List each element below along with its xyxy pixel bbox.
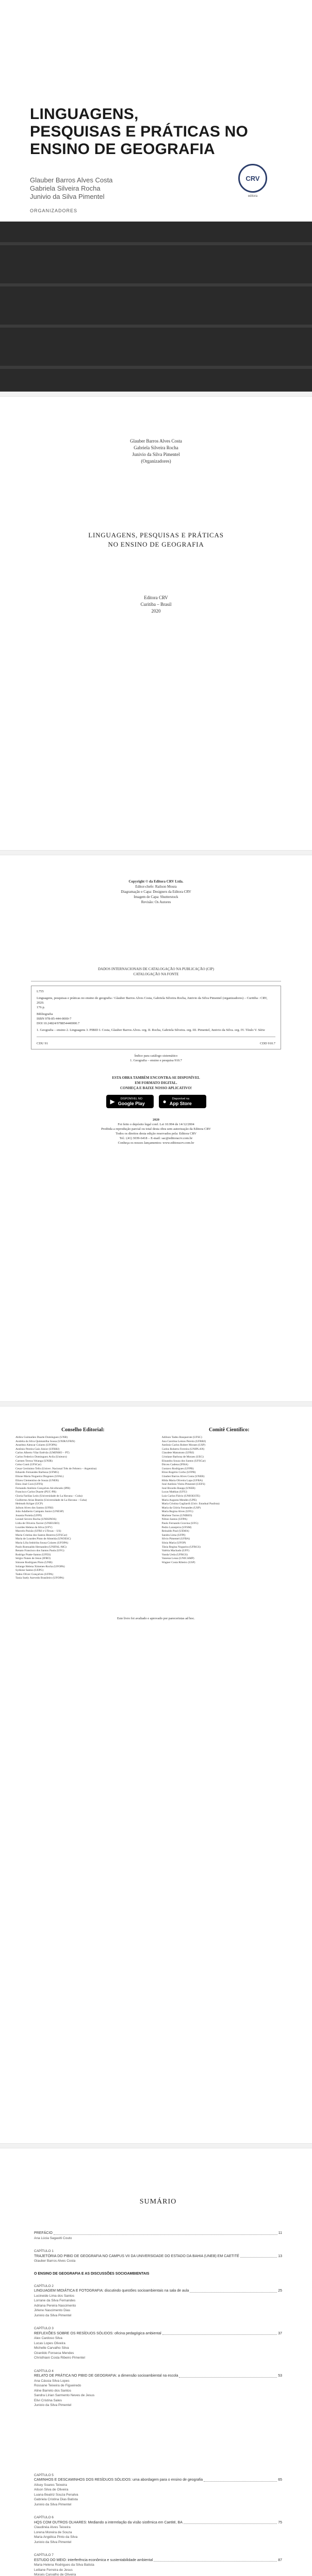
chapter-author: Ana Cássia Silva Lopes <box>34 2379 70 2383</box>
council-member: Celso Conti (UFSCar) <box>15 1463 42 1467</box>
chapter-author: Ozanildo Fonseca Mendes <box>34 2351 74 2355</box>
council-member: José Ricardo Raupp (UNEB) <box>161 1486 195 1490</box>
council-member: Rodrigo Pratte-Santos (UFES) <box>15 1553 51 1556</box>
council-member: Carlos Federico Dominguez Avila (Unieuro) <box>15 1455 67 1459</box>
council-member: Dirceu Cadena (IFBA) <box>161 1463 188 1467</box>
credit-line: Revisão: Os Autores <box>141 900 171 904</box>
leader-dots <box>190 2289 277 2293</box>
chapter-author: Michelle Carvalho Silva <box>34 2346 69 2350</box>
council-member: Vanda Ueda (UFRGS) <box>161 1553 188 1556</box>
council-member: Nilton Santos (UFPA) <box>161 1518 188 1521</box>
page-number: 87 <box>278 2558 282 2562</box>
publisher-line: 2020 <box>151 608 161 614</box>
cover-title <box>30 106 249 158</box>
council-member: Sílvio Pimentel (UFBA) <box>161 1537 190 1541</box>
google-play-top: DISPONÍVEL NO <box>120 1097 143 1100</box>
ebook-line: EM FORMATO DIGITAL. <box>135 1081 177 1085</box>
cover-title-line: PESQUISAS E PRÁTICAS NO <box>30 123 249 140</box>
council-member: Andréia da Silva Quintanilha Sousa (UNIR/UFRN) <box>15 1439 75 1443</box>
council-member: Pedro Laranjeira (UFSM) <box>161 1526 192 1529</box>
chapter-author: Junivio da Silva Pimentel <box>34 2313 72 2317</box>
chapter-author: Adriana Pereira Nascimento <box>34 2303 76 2308</box>
council-member: Vanessa Lessa (UNICAMP) <box>161 1557 194 1561</box>
cip-line: 1. Geografia – ensino 2. Linguagens 3. PIBID I. Costa, Glauber Barros Alves. org. II. Rocha, Gabriela Silveira. org. III. Pimentel, Junivio da Silva. org. IV. Título V. Série <box>37 1028 265 1032</box>
legal-line: Proibida a reprodução parcial ou total desta obra sem autorização da Editora CRV <box>101 1127 211 1131</box>
title-page-title-line: LINGUAGENS, PESQUISAS E PRÁTICAS <box>88 531 224 539</box>
page-number: 37 <box>278 2331 282 2335</box>
council-member: Paulo Fernando Gravina (UFG) <box>161 1522 199 1526</box>
council-member: Marcelo Paixão (UFRJ e UTexas – US) <box>15 1530 61 1533</box>
council-member: Élsio José Corá (UFFS) <box>15 1483 43 1486</box>
chapter-author: Moisés Carvalho de Oliveira <box>34 2573 76 2576</box>
leader-dots <box>204 2478 277 2482</box>
leader-dots <box>184 2520 277 2524</box>
council-member: Lídia de Oliveira Xavier (UNIEURO) <box>15 1522 60 1526</box>
summary-title: SUMÁRIO <box>139 2198 177 2206</box>
title-page-name: Gabriela Silveira Rocha <box>134 445 178 450</box>
council-member: Guillermo Arias Beatón (Universidade de La Havana – Cuba) <box>15 1498 87 1502</box>
summary-entry[interactable] <box>34 2231 282 2241</box>
leader-dots <box>154 2558 277 2562</box>
council-member: Elizeu Clementino de Souza (UNEB) <box>15 1479 59 1482</box>
summary-entry[interactable] <box>34 2369 282 2408</box>
google-play-badge[interactable] <box>106 1095 154 1108</box>
council-member: Aldira Guimarães Duarte Domínguez (UNB) <box>15 1436 68 1439</box>
council-member: Cristiane Barbosa de Moraes (UEG) <box>161 1455 204 1459</box>
credit-line: Copyright © da Editora CRV Ltda. <box>128 879 184 884</box>
legal-line: Tel.: (41) 3039-6418 – E-mail: sac@editoracrv.com.br <box>119 1137 193 1140</box>
cover-title-line: ENSINO DE GEOGRAFIA <box>30 141 215 158</box>
cip-catalog-card <box>31 986 281 1049</box>
cover-stripe <box>0 325 312 328</box>
council-member: Solange Helena Ximenes-Rocha (UFOPA) <box>15 1565 65 1568</box>
cdd-code: CDD 910.7 <box>260 1042 275 1045</box>
cip-heading: DADOS INTERNACIONAIS DE CATALOGAÇÃO NA PUBLICAÇÃO (CIP) <box>98 967 214 971</box>
cdu-code: CDU 91 <box>37 1042 48 1045</box>
council-member: Maria Augusta Mendes (UPE) <box>161 1498 197 1502</box>
council-member: Tânia Regina Nogueira (UFRGS) <box>161 1545 201 1549</box>
page-number: 53 <box>278 2374 282 2378</box>
cover-organizers-label: ORGANIZADORES <box>30 208 78 213</box>
council-member: Renato Francisco dos Santos Paula (UFG) <box>15 1549 64 1553</box>
chapter-author: Christhiani Costa Ribeiro Pimentel <box>34 2356 85 2360</box>
council-member: Hilda Maria Oliveira Lapa (UFBA) <box>161 1479 203 1482</box>
leader-dots <box>179 2374 277 2378</box>
crv-logo-caption: editora <box>248 195 258 198</box>
council-member: Carmen Tereza Velanga (UNIR) <box>15 1459 53 1463</box>
cover-authors <box>30 176 112 201</box>
google-play-name: Google Play <box>118 1100 145 1106</box>
chapter-title: REFLEXÕES SOBRE OS RESÍDUOS SÓLIDOS: oficina pedagógica ambiental <box>34 2331 161 2335</box>
council-member: Eduardo Fernandes Barbosa (UFMG) <box>15 1471 59 1475</box>
chapter-number: CAPÍTULO 3 <box>34 2327 54 2330</box>
chapter-author: Junivio da Silva Pimentel <box>34 2502 72 2506</box>
title-page-name: Glauber Barros Alves Costa <box>130 438 182 444</box>
council-member: José Antônio Vieira Pimentel (UEFS) <box>161 1483 205 1486</box>
editorial-council-heading: Conselho Editorial: <box>61 1427 105 1433</box>
page-number: 13 <box>278 2254 282 2258</box>
credit-line: Diagramação e Capa: Designers da Editora CRV <box>121 890 191 894</box>
page-number: 65 <box>278 2478 282 2482</box>
chapter-title: TRAJETÓRIA DO PIBID DE GEOGRAFIA NO CAMPUS VII DA UNIVERSIDADE DO ESTADO DA BAHIA (UNEB) EM CAETITÉ <box>34 2254 239 2258</box>
page-divider <box>0 1401 312 1406</box>
legal-line: Conheça os nossos lançamentos: www.editoracrv.com.br <box>118 1141 194 1145</box>
chapter-number: CAPÍTULO 6 <box>34 2516 54 2519</box>
council-member: Maria Cristina dos Santos Bezerra (UFSCar) <box>15 1533 68 1537</box>
summary-part-heading: O ENSINO DE GEOGRAFIA E AS DISCUSSÕES SOCIOAMBIENTAIS <box>34 2272 150 2276</box>
chapter-author: Lucas Lopes Oliveira <box>34 2341 65 2345</box>
summary-entry[interactable] <box>34 2249 282 2264</box>
crv-logo-text: CRV <box>245 174 260 182</box>
council-member: Maria Regina Alves (UFG) <box>161 1510 193 1514</box>
council-member: Maria da Glória Fernandes (USP) <box>161 1506 201 1510</box>
chapter-author: Junivio da Silva Pimentel <box>34 2403 72 2407</box>
council-member: Claudete Matumoto (UFRJ) <box>161 1451 194 1455</box>
chapter-author: Lucineide Lima dos Santos <box>34 2294 75 2298</box>
council-member: Carlos Roberto Ferreira (UNIPLAN) <box>161 1447 205 1451</box>
council-member: Adilson Tadeu Basquerote (UFSC) <box>161 1436 202 1439</box>
summary-entry[interactable] <box>34 2473 282 2507</box>
store-badges <box>31 1095 281 1108</box>
leader-dots <box>240 2254 277 2258</box>
chapter-number: CAPÍTULO 1 <box>34 2249 54 2253</box>
page-divider <box>0 2143 312 2148</box>
app-store-badge[interactable] <box>159 1095 206 1108</box>
chapter-title: HQS COM OUTROS OLHARES: Mediando a interrelação da visão sistêmica em Caetité, BA <box>34 2520 183 2524</box>
cover-top-area <box>0 0 312 106</box>
council-member: Gloria Fariñas León (Universidade de La Havana – Cuba) <box>15 1494 83 1498</box>
council-member: Gustavo Rodrigues (UFPB) <box>161 1467 194 1470</box>
legal-line: 2020 <box>153 1118 159 1122</box>
peer-review-note: Este livro foi avaliado e aprovado por pareceristas ad hoc. <box>117 1616 195 1620</box>
title-page-name: (Organizadores) <box>141 459 171 464</box>
council-member: Leonel Severo Rocha (UNISINOS) <box>15 1518 57 1521</box>
council-member: Fernando Antônio Gonçalves Alcoforado (IPB) <box>15 1486 70 1490</box>
council-member: Antônio Carlos Robert Moraes (USP) <box>161 1444 206 1447</box>
app-store-name: App Store <box>169 1100 192 1106</box>
cover-stripe <box>0 366 312 369</box>
council-member: Sandra Lima (UFPI) <box>161 1533 186 1537</box>
council-member: Paulo Romualdo Hernandes (UNIFAL-MG) <box>15 1545 67 1549</box>
publisher-line: Editora CRV <box>144 595 168 600</box>
chapter-title: ESTUDO DO MEIO: interferência econômica e sustentabilidade ambiental <box>34 2558 153 2562</box>
cip-line: Linguagens, pesquisas e práticas no ensino de geografia / Glauber Barros Alves Costa, Gabriela Silveira Rocha, Junivio da Silva Pimentel (organizadores) – Curitiba : CRV, 2020. <box>37 996 268 1005</box>
chapter-author: Leiliane Ferreira de Jesus <box>34 2568 73 2572</box>
chapter-author: Ailson Silva de Oliveira <box>34 2488 69 2492</box>
chapter-author: Claudinéa Alves Teixeira <box>34 2526 71 2529</box>
page-number: 25 <box>278 2289 282 2293</box>
ebook-line: ESTA OBRA TAMBÉM ENCONTRA-SE DISPONÍVEL <box>112 1076 200 1080</box>
title-page-title <box>0 531 312 549</box>
council-member: Ana Carolina Lemos Pereira (UFRRJ) <box>161 1439 206 1443</box>
publisher-line: Curitiba – Brasil <box>140 602 172 607</box>
council-member: Elton Rogério Corbo (UFPR) <box>161 1471 196 1475</box>
title-page-publisher <box>0 595 312 615</box>
chapter-author: Junivio da Silva Pimentel <box>34 2540 72 2544</box>
summary-group <box>34 2284 282 2408</box>
chapter-title: PREFÁCIO <box>34 2231 53 2235</box>
editorial-council <box>15 1427 151 1581</box>
council-member: Tania Suely Azevedo Brasileiro (UFOPA) <box>15 1577 64 1580</box>
page-divider <box>0 392 312 397</box>
council-member: Valéria Machado (UFF) <box>161 1549 189 1553</box>
scientific-committee <box>162 1427 297 1581</box>
chapter-author: Elivi Cristina Sales <box>34 2398 62 2402</box>
legal-line: Foi feito o depósito legal conf. Lei 10.994 de 14/12/2004 <box>118 1123 194 1126</box>
council-member: Helmuth Krüger (UCP) <box>15 1502 43 1506</box>
chapter-author: Maria Angélica Pinto da Silva <box>34 2535 78 2539</box>
council-member: Lucas Mathias (UFU) <box>161 1490 187 1494</box>
council-member: Sérgio Nunes de Jesus (IFRO) <box>15 1557 51 1561</box>
council-member: Antônio Pereira Gaio Júnior (UFRRJ) <box>15 1447 60 1451</box>
title-page-title-line: NO ENSINO DE GEOGRAFIA <box>108 540 204 548</box>
chapter-title: CAMINHOS E DESCAMINHOS DOS RESÍDUOS SÓLIDOS: uma abordagem para o ensino de geografia <box>34 2478 203 2482</box>
summary-entry[interactable] <box>34 2284 282 2318</box>
cip-line: L755 <box>37 990 44 993</box>
summary-group <box>34 2473 282 2576</box>
apple-icon: ● <box>162 1098 167 1105</box>
chapter-author: Jirlene Nascimento Dias <box>34 2309 71 2312</box>
chapter-author: Luana Beatriz Souza Penalva <box>34 2493 78 2497</box>
page-divider <box>0 850 312 855</box>
cover-title-line: LINGUAGENS, <box>30 106 139 123</box>
council-member: Wagner Costa Ribeiro (USP) <box>161 1561 195 1564</box>
cip-subheading: CATALOGAÇÃO NA FONTE <box>133 972 179 976</box>
leader-dots <box>54 2231 277 2235</box>
council-member: Cesar Gerónimo Tello (Univer .Nacional Três de Febrero – Argentina) <box>15 1467 97 1470</box>
chapter-author: Lorena Moreira de Souza <box>34 2530 72 2534</box>
cip-section <box>31 967 281 1063</box>
chapter-author: Aline Barreto dos Santos <box>34 2388 71 2393</box>
council-member: Carlos Alberto Vilar Estêvão (UMINHO – PT) <box>15 1451 70 1455</box>
councils-page <box>0 1406 312 2143</box>
council-member: Maria de Lourdes Pinto de Almeida (UNOESC) <box>15 1537 71 1541</box>
cover-author: Glauber Barros Alves Costa <box>30 176 113 184</box>
book-cover <box>0 0 312 392</box>
cover-author: Junivio da Silva Pimentel <box>30 193 105 200</box>
council-member: Elisandra Souza dos Santos (UFSCar) <box>161 1459 206 1463</box>
app-store-top: Disponível na <box>172 1097 189 1100</box>
summary-entry[interactable] <box>34 2553 282 2576</box>
cip-class-row <box>37 1041 275 1046</box>
legal-notice <box>31 1117 281 1145</box>
editorial-council-list <box>15 1436 151 1581</box>
ebook-notice <box>31 1075 281 1108</box>
scientific-committee-list <box>162 1436 297 1565</box>
title-page <box>0 397 312 850</box>
title-page-names <box>0 438 312 465</box>
page-number: 75 <box>278 2520 282 2524</box>
chapter-author: Lorrane da Silva Fernandes <box>34 2299 76 2302</box>
summary-page <box>0 2148 312 2576</box>
crv-logo-icon <box>238 164 267 193</box>
copyright-credits <box>31 879 281 905</box>
copyright-page <box>0 855 312 1401</box>
council-member: Sônia Maria (UFOP) <box>161 1541 186 1545</box>
chapter-author: Glauber Barros Alves Costa <box>34 2259 76 2263</box>
index-item: 1. Geografia – ensino e pesquisa 910.7 <box>130 1059 182 1062</box>
chapter-title: RELATO DE PRÁTICA NO PIBID DE GEOGRAFIA: a dimensão socioambiental na escola <box>34 2374 178 2378</box>
council-member: Josania Portela (UFPI) <box>15 1514 42 1517</box>
summary-entry[interactable] <box>34 2326 282 2361</box>
council-member: Tadeu Oliver Gonçalves (UFPA) <box>15 1572 54 1576</box>
title-page-name: Junivio da Silva Pimentel <box>132 452 180 457</box>
chapter-author: Maria Helena Rodrigues da Silva Batista <box>34 2563 94 2567</box>
chapter-author: Alex Cardoso Silva <box>34 2336 62 2340</box>
cip-line: ISBN 978-85-444-0000-7 <box>37 1017 72 1021</box>
council-member: Glauber Barros Alves Costa (UNEB) <box>161 1475 205 1478</box>
chapter-author: Gabriela Cristina Dias Batista <box>34 2498 78 2501</box>
council-member: Anselmo Alencar Colares (UFOPA) <box>15 1444 57 1447</box>
council-member: Elione Maria Nogueira Diogenes (UFAL) <box>15 1475 64 1478</box>
cip-line: 176 p. <box>37 1006 45 1009</box>
cover-author: Gabriela Silveira Rocha <box>30 184 101 192</box>
credit-line: Imagem de Capa: Shutterstock <box>134 895 178 899</box>
cip-line: Bibliografia <box>37 1012 53 1016</box>
page-number: 11 <box>278 2231 282 2235</box>
index-heading: Índice para catálogo sistemático <box>134 1054 178 1058</box>
google-play-icon: ▶ <box>110 1098 115 1105</box>
credit-line: Editor-chefe: Railson Moura <box>135 885 177 889</box>
council-member: Marlene Torres (UNIRIO) <box>161 1514 192 1517</box>
council-member: Lourdes Helena da Silva (UFV) <box>15 1526 53 1529</box>
legal-line: Todos os direitos desta edição reservados pela: Editora CRV <box>116 1132 196 1136</box>
chapter-author: Ana Lúcia Sagastti Couto <box>34 2236 72 2240</box>
cover-photo-band <box>0 222 312 392</box>
summary-group <box>34 2231 282 2264</box>
council-member: João Adalberto Campato Junior (UNESP) <box>15 1510 64 1514</box>
chapter-number: CAPÍTULO 5 <box>34 2473 54 2477</box>
chapter-number: CAPÍTULO 7 <box>34 2553 54 2557</box>
council-member: Jailson Alves dos Santos (UFRJ) <box>15 1506 54 1510</box>
ebook-line: CONHEÇA E BAIXE NOSSO APLICATIVO! <box>120 1086 192 1090</box>
council-member: Maria Lília Imbiriba Sousa Colares (UFOPA) <box>15 1541 69 1545</box>
chapter-number: CAPÍTULO 4 <box>34 2369 54 2373</box>
council-member: Sydione Santos (UEPG) <box>15 1569 44 1572</box>
council-member: Luiz Carlos Flávio (UNIOESTE) <box>161 1494 200 1498</box>
chapter-title: LINGUAGEM MIDIÁTICA E FOTOGRAFIA: discutindo questões socioambientais na sala de aula <box>34 2289 189 2293</box>
cip-line: DOI 10.24824/978854440000.7 <box>37 1022 80 1025</box>
chapter-author: Rossane Teixeira de Figueiredo <box>34 2384 81 2387</box>
summary-entry[interactable] <box>34 2515 282 2545</box>
council-member: Maria Cristina Gagliardi (Univ. Estadual Paulista) <box>161 1502 220 1506</box>
chapter-author: Ailsey Soares Teixeira <box>34 2483 67 2487</box>
scientific-committee-heading: Comitê Científico: <box>208 1427 250 1433</box>
cover-stripe <box>0 242 312 245</box>
council-member: Francisco Carlos Duarte (PUC-PR) <box>15 1490 57 1494</box>
leader-dots <box>162 2331 277 2335</box>
council-member: Simone Rodrigues Pinto (UNB) <box>15 1561 53 1564</box>
council-member: Reinaldo Paul (UEMA) <box>161 1530 189 1533</box>
chapter-number: CAPÍTULO 2 <box>34 2284 54 2288</box>
cover-stripe <box>0 283 312 286</box>
chapter-author: Sandra Lírian Sarmento Neves de Jesus <box>34 2394 95 2397</box>
